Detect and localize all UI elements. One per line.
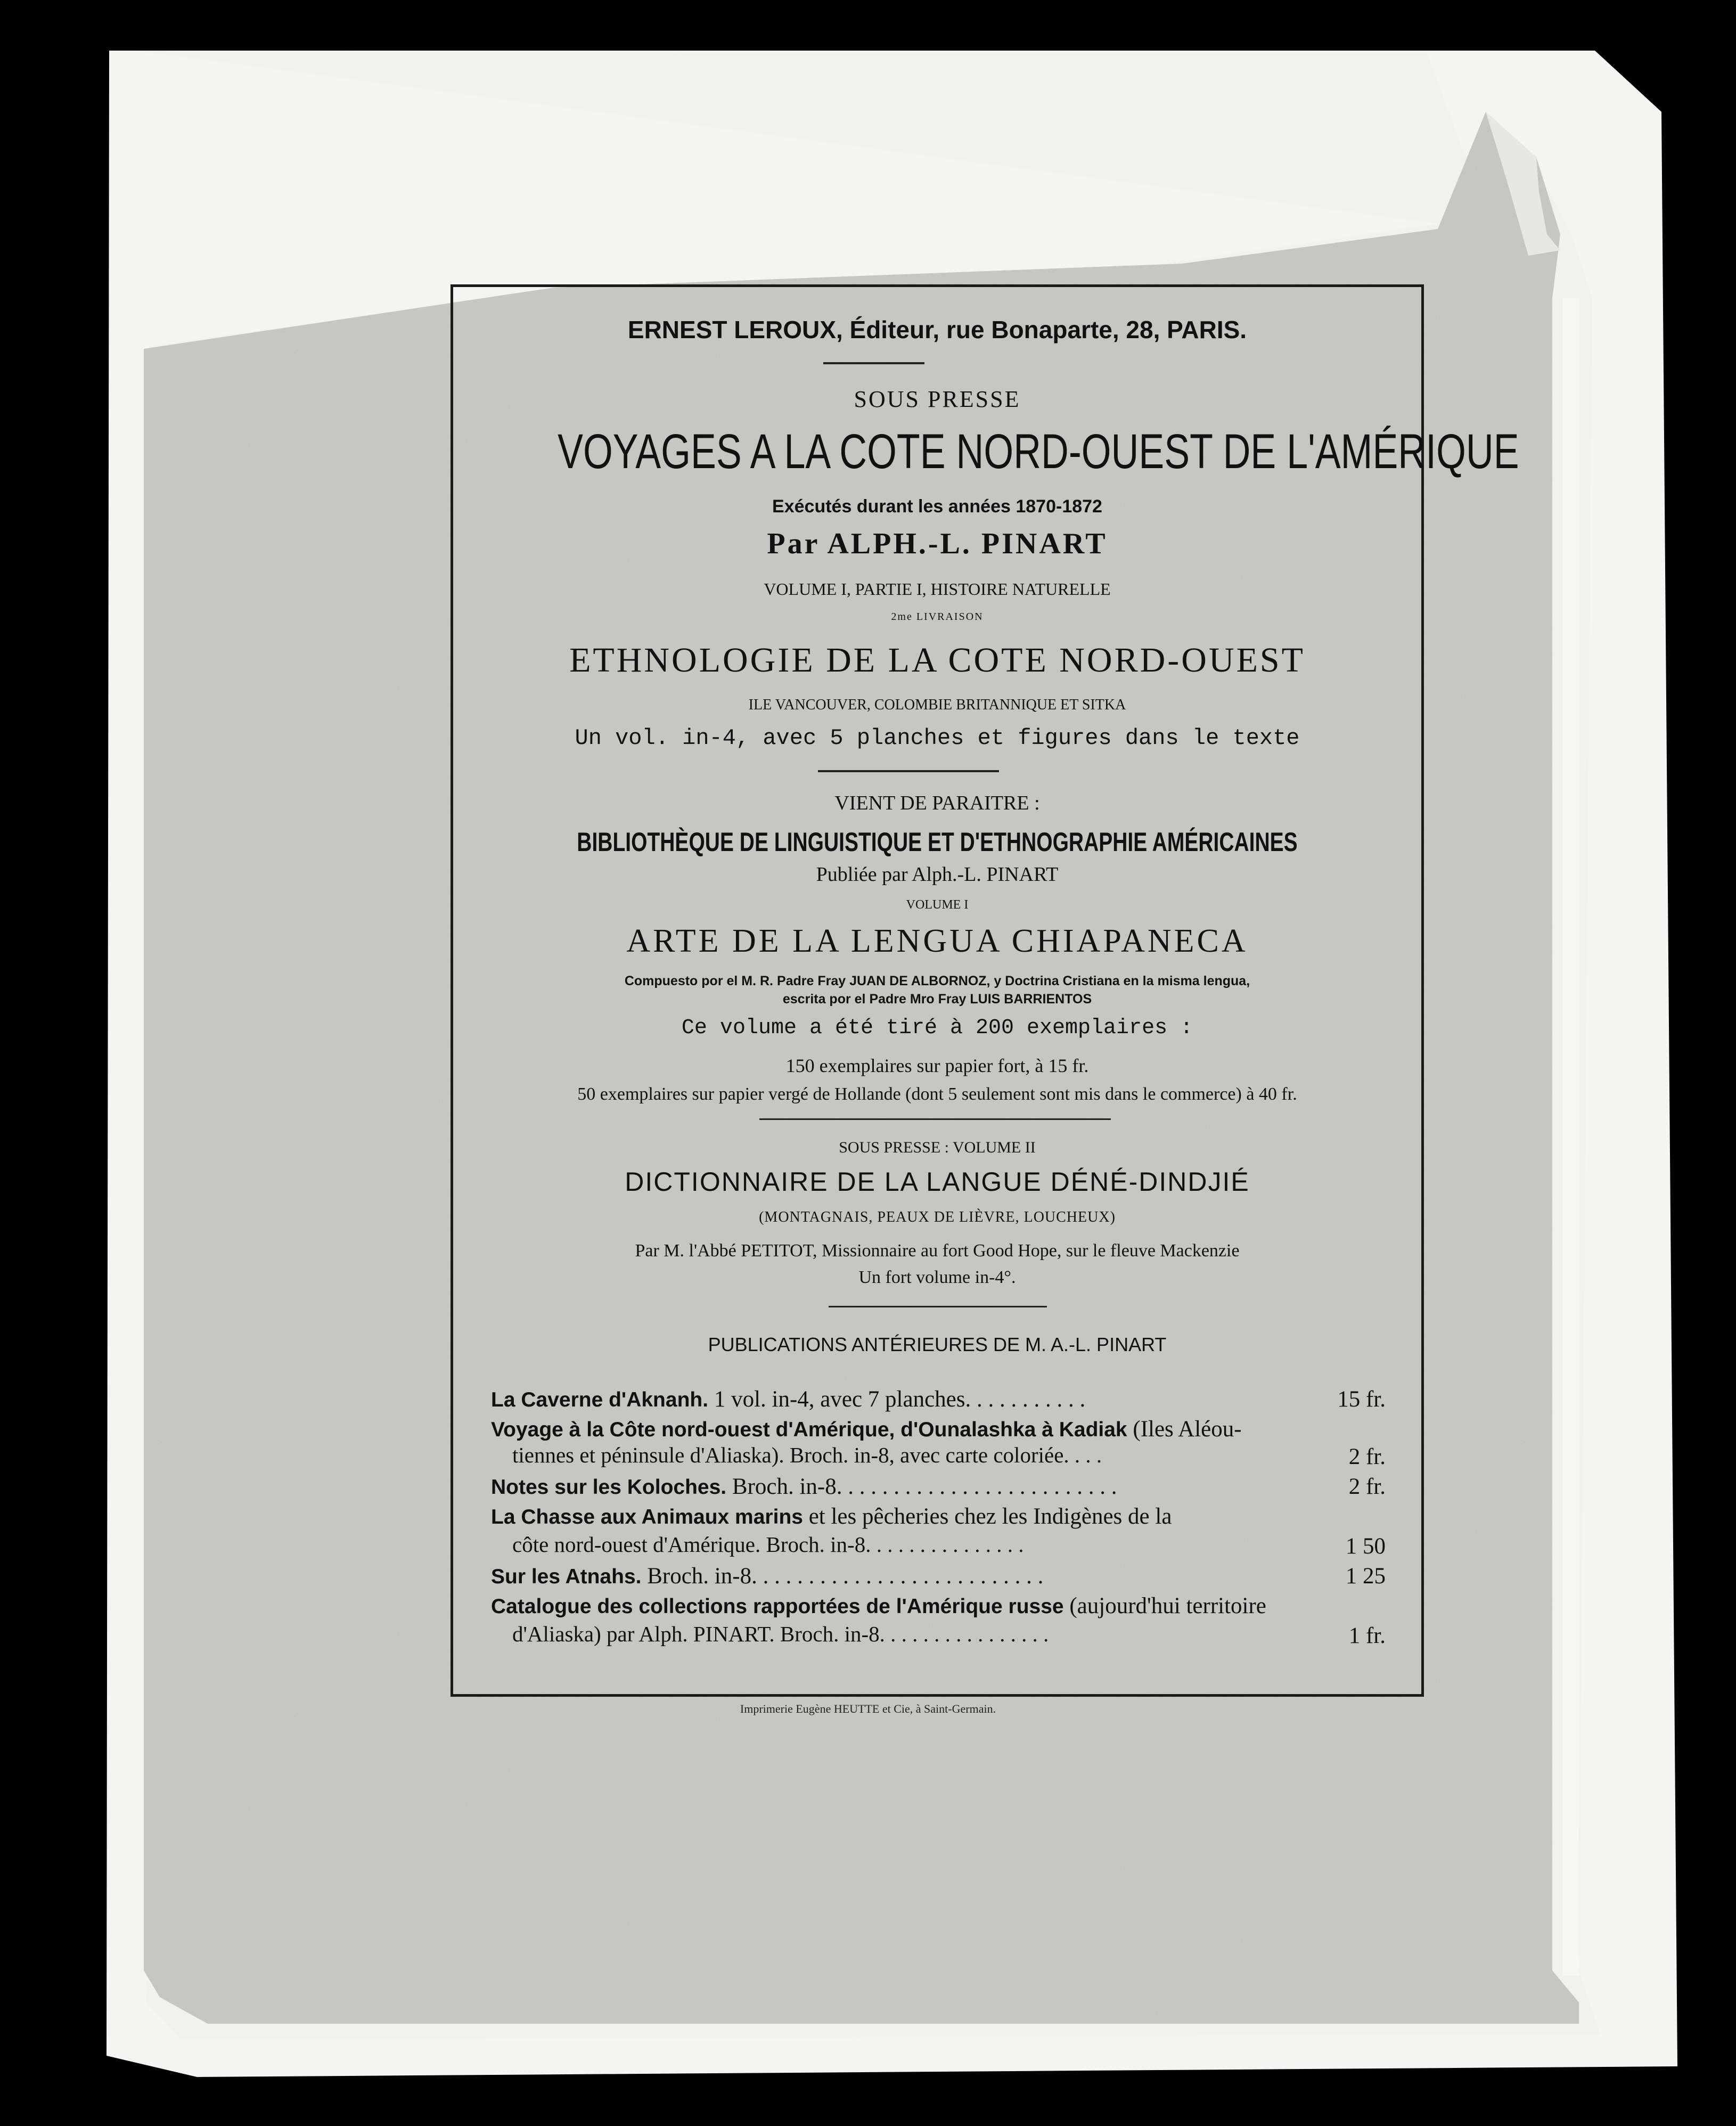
- publication-desc: Broch. in-8. . . . . . . . . . . . . . . . . . . . . . . . .: [726, 1474, 1117, 1499]
- section1-format: Un vol. in-4, avec 5 planches et figures dans le texte: [575, 725, 1300, 751]
- printer-imprint: Imprimerie Eugène HEUTTE et Cie, à Saint-Germain.: [740, 1702, 996, 1715]
- publication-title: Sur les Atnahs.: [491, 1565, 642, 1588]
- section3-status: SOUS PRESSE : VOLUME II: [839, 1139, 1036, 1156]
- publication-desc: et les pêcheries chez les Indigènes de la: [803, 1504, 1172, 1529]
- publication-title: La Caverne d'Aknanh.: [491, 1388, 709, 1411]
- publication-item: [491, 1385, 1386, 1415]
- publication-title: Catalogue des collections rapportées de l'Amérique russe: [491, 1595, 1064, 1618]
- publication-continuation: tiennes et péninsule d'Aliaska). Broch. in-8, avec carte coloriée. . . .: [512, 1443, 1102, 1467]
- section2-editor: Publiée par Alph.-L. PINART: [816, 863, 1059, 886]
- publication-desc: (Iles Aléou-: [1127, 1417, 1242, 1442]
- publication-desc: 1 vol. in-4, avec 7 planches. . . . . . . . . . .: [708, 1387, 1086, 1412]
- publication-item: [491, 1591, 1386, 1622]
- publication-desc: (aujourd'hui territoire: [1063, 1593, 1266, 1618]
- section3-format: Un fort volume in-4°.: [858, 1268, 1016, 1287]
- publication-price: 2 fr.: [1348, 1474, 1386, 1499]
- divider: [818, 770, 999, 772]
- publication-title: Voyage à la Côte nord-ouest d'Amérique, d'Ounalashka à Kadiak: [491, 1418, 1127, 1441]
- section3-title: DICTIONNAIRE DE LA LANGUE DÉNÉ-DINDJIÉ: [625, 1167, 1250, 1197]
- section1-status: SOUS PRESSE: [854, 386, 1021, 412]
- section2-title: BIBLIOTHÈQUE DE LINGUISTIQUE ET D'ETHNOGRAPHIE AMÉRICAINES: [577, 827, 1298, 857]
- section1-title: VOYAGES A LA COTE NORD-OUEST DE L'AMÉRIQUE: [558, 424, 1519, 479]
- publication-item: [491, 1561, 1386, 1592]
- section2-status: VIENT DE PARAITRE :: [834, 792, 1040, 814]
- publisher-line: ERNEST LEROUX, Éditeur, rue Bonaparte, 28, PARIS.: [627, 316, 1247, 344]
- publication-price: 15 fr.: [1337, 1387, 1386, 1412]
- section2-edition-1: 150 exemplaires sur papier fort, à 15 fr.: [785, 1055, 1089, 1076]
- publication-price: 2 fr.: [1348, 1444, 1386, 1469]
- section1-livraison: 2me LIVRAISON: [891, 611, 984, 623]
- publication-item: [491, 1414, 1386, 1445]
- divider: [829, 1306, 1047, 1307]
- publication-continuation: d'Aliaska) par Alph. PINART. Broch. in-8. . . . . . . . . . . . . . . .: [512, 1622, 1049, 1646]
- section2-composed-1: Compuesto por el M. R. Padre Fray JUAN DE ALBORNOZ, y Doctrina Cristiana en la misma lengua,: [624, 974, 1250, 988]
- publication-title: Notes sur les Koloches.: [491, 1476, 727, 1499]
- advertisement-content: [451, 284, 1519, 1697]
- publication-price: 1 fr.: [1348, 1623, 1386, 1648]
- section2-book-title: ARTE DE LA LENGUA CHIAPANECA: [626, 923, 1248, 959]
- section1-part-subtitle: ILE VANCOUVER, COLOMBIE BRITANNIQUE ET SITKA: [748, 697, 1126, 713]
- publication-price: 1 50: [1345, 1534, 1386, 1559]
- section2-volume: VOLUME I: [906, 898, 969, 912]
- section3-author: Par M. l'Abbé PETITOT, Missionnaire au fort Good Hope, sur le fleuve Mackenzie: [635, 1241, 1240, 1261]
- section1-subtitle: Exécutés durant les années 1870-1872: [772, 496, 1102, 517]
- right-edge: [1563, 298, 1579, 1976]
- publication-continuation: côte nord-ouest d'Amérique. Broch. in-8. . . . . . . . . . . . . . .: [512, 1532, 1024, 1557]
- section1-part-title: ETHNOLOGIE DE LA COTE NORD-OUEST: [569, 641, 1305, 680]
- publication-item: [491, 1502, 1386, 1532]
- publications-heading: PUBLICATIONS ANTÉRIEURES DE M. A.-L. PINART: [708, 1334, 1167, 1355]
- section2-print-run: Ce volume a été tiré à 200 exemplaires :: [681, 1016, 1193, 1040]
- section1-volume: VOLUME I, PARTIE I, HISTOIRE NATURELLE: [764, 579, 1111, 599]
- publication-item: [491, 1472, 1386, 1502]
- section1-author: Par ALPH.-L. PINART: [767, 527, 1108, 560]
- divider: [759, 1118, 1111, 1120]
- publication-desc: Broch. in-8. . . . . . . . . . . . . . . . . . . . . . . . . .: [641, 1564, 1044, 1589]
- section3-subtitle: (MONTAGNAIS, PEAUX DE LIÈVRE, LOUCHEUX): [759, 1209, 1116, 1225]
- section2-edition-2: 50 exemplaires sur papier vergé de Hollande (dont 5 seulement sont mis dans le commerce) à 40 fr.: [577, 1084, 1297, 1104]
- section2-composed-2: escrita por el Padre Mro Fray LUIS BARRIENTOS: [782, 992, 1092, 1007]
- divider: [823, 362, 924, 364]
- publication-title: La Chasse aux Animaux marins: [491, 1506, 803, 1528]
- publication-price: 1 25: [1345, 1564, 1386, 1589]
